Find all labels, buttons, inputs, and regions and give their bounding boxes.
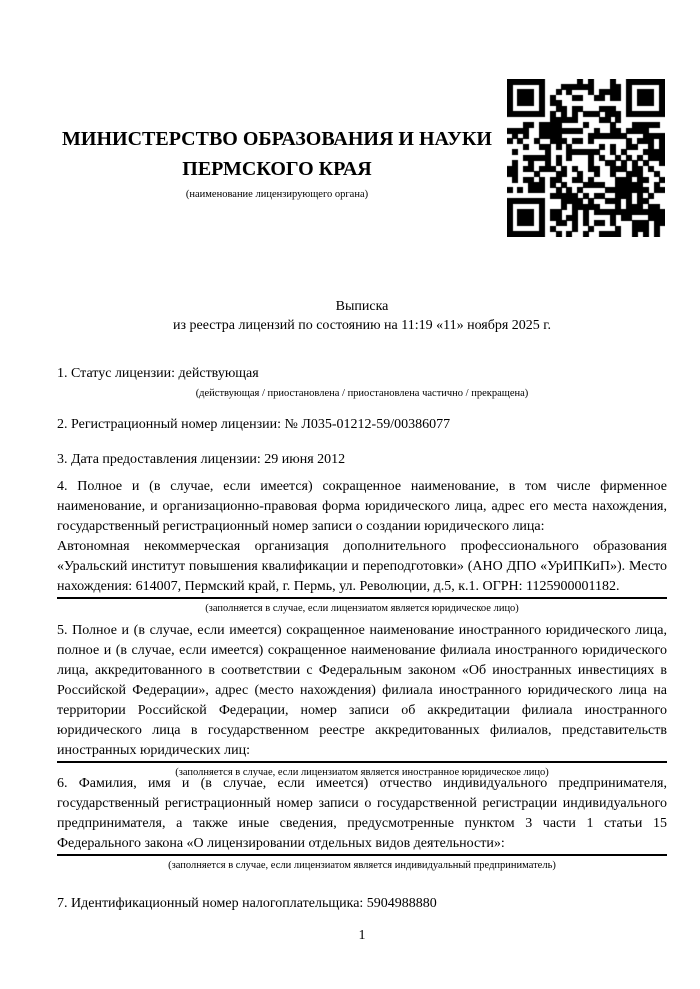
section-7-taxpayer-number xyxy=(57,894,667,914)
section-6-individual-entrepreneur xyxy=(57,774,667,872)
qr-code-icon xyxy=(507,79,665,237)
section-1-note: (действующая / приостановлена / приостановлена частично / прекращена) xyxy=(195,388,529,399)
section-4-underline xyxy=(57,597,667,599)
section-2-registration-number xyxy=(57,415,667,435)
section-1-text: 1. Статус лицензии: действующая xyxy=(57,366,259,381)
section-4-legal-entity xyxy=(57,477,667,615)
section-3-text: 3. Дата предоставления лицензии: 29 июня 2012 xyxy=(57,452,346,467)
document-title xyxy=(57,297,667,335)
section-4-note: (заполняется в случае, если лицензиатом является юридическое лицо) xyxy=(205,603,519,614)
section-5-text: 5. Полное и (в случае, если имеется) сокращенное наименование иностранного юридического лица, полное и (в случае, если имеется) сокращенное наименование филиала иностранного юридического лица, аккредитованного в соответствии с Федеральным законом «Об иностранных инвестициях в Российской Федерации», адрес (место нахождения) филиала иностранного юридического лица на территории Российской Федерации, номер записи об аккредитации филиала иностранного юридического лица в государственном реестре аккредитованных филиалов, представительств иностранных юридических лиц: xyxy=(57,623,667,758)
document-title-line2: из реестра лицензий по состоянию на 11:19 «11» ноября 2025 г. xyxy=(173,318,551,333)
section-6-text: 6. Фамилия, имя и (в случае, если имеется) отчество индивидуального предпринимателя, государственный регистрационный номер записи о государственной регистрации индивидуального предпринимателя, а также иные сведения, предусмотренные пунктом 3 части 1 статьи 15 Федерального закона «О лицензировании отдельных видов деятельности»: xyxy=(57,776,667,851)
ministry-name-line1: МИНИСТЕРСТВО ОБРАЗОВАНИЯ И НАУКИ xyxy=(62,128,492,150)
licensing-authority-header xyxy=(57,124,497,201)
section-6-note: (заполняется в случае, если лицензиатом является индивидуальный предприниматель) xyxy=(168,860,556,871)
section-7-text: 7. Идентификационный номер налогоплательщика: 5904988880 xyxy=(57,896,437,911)
section-4-text: 4. Полное и (в случае, если имеется) сокращенное наименование, в том числе фирменное наименование, и организационно-правовая форма юридического лица, адрес его места нахождения, государственный регистрационный номер записи о создании юридического лица: xyxy=(57,479,667,534)
document-title-line1: Выписка xyxy=(335,299,389,314)
page-number: 1 xyxy=(358,928,366,943)
section-5-note: (заполняется в случае, если лицензиатом является иностранное юридическое лицо) xyxy=(175,767,549,778)
section-6-underline xyxy=(57,854,667,856)
section-1-license-status xyxy=(57,364,667,400)
ministry-name-caption: (наименование лицензирующего органа) xyxy=(185,189,369,200)
section-4-value: Автономная некоммерческая организация дополнительного профессионального образования «Уральский институт повышения квалификации и переподготовки» (АНО ДПО «УрИПКиП»). Место нахождения: 614007, Пермский край, г. Пермь, ул. Революции, д.5, к.1. ОГРН: 1125900001182. xyxy=(57,539,667,594)
section-5-foreign-entity xyxy=(57,621,667,779)
section-5-underline xyxy=(57,761,667,763)
section-3-license-date xyxy=(57,450,667,470)
section-2-text: 2. Регистрационный номер лицензии: № Л035-01212-59/00386077 xyxy=(57,417,451,432)
ministry-name-line2: ПЕРМСКОГО КРАЯ xyxy=(182,158,372,180)
